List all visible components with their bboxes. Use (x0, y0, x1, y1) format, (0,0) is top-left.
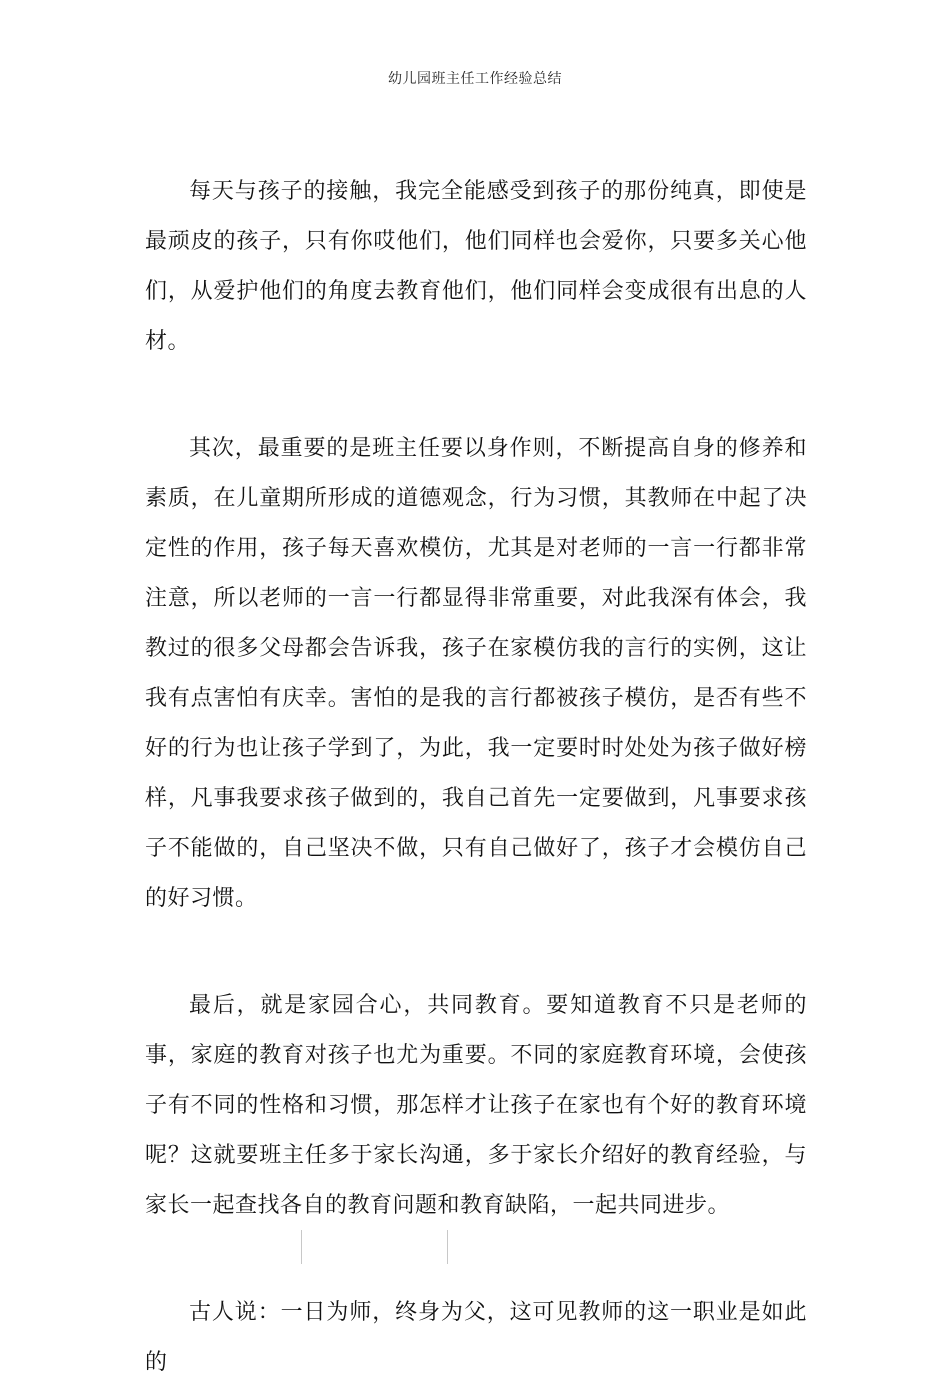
document-body (145, 167, 807, 1388)
paragraph-2: 其次，最重要的是班主任要以身作则，不断提高自身的修养和素质，在儿童期所形成的道德观念，行为习惯，其教师在中起了决定性的作用，孩子每天喜欢模仿，尤其是对老师的一言一行都非常注意，所以老师的一言一行都显得非常重要，对此我深有体会，我教过的很多父母都会告诉我，孩子在家模仿我的言行的实例，这让我有点害怕有庆幸。害怕的是我的言行都被孩子模仿，是否有些不好的行为也让孩子学到了，为此，我一定要时时处处为孩子做好榜样，凡事我要求孩子做到的，我自己首先一定要做到，凡事要求孩子不能做的，自己坚决不做，只有自己做好了，孩子才会模仿自己的好习惯。 (145, 436, 807, 911)
paragraph-1: 每天与孩子的接触，我完全能感受到孩子的那份纯真，即使是最顽皮的孩子，只有你哎他们，他们同样也会爱你，只要多关心他们，从爱护他们的角度去教育他们，他们同样会变成很有出息的人材。 (145, 179, 807, 354)
footer-divider-right (447, 1230, 448, 1264)
paragraph-3: 最后，就是家园合心，共同教育。要知道教育不只是老师的事，家庭的教育对孩子也尤为重要。不同的家庭教育环境，会使孩子有不同的性格和习惯，那怎样才让孩子在家也有个好的教育环境呢？这就要班主任多于家长沟通，多于家长介绍好的教育经验，与家长一起查找各自的教育问题和教育缺陷，一起共同进步。 (145, 993, 807, 1218)
footer-divider-marks (0, 1230, 950, 1264)
footer-divider-left (301, 1230, 302, 1264)
paragraph-4: 古人说：一日为师，终身为父，这可见教师的这一职业是如此的 (145, 1300, 807, 1375)
page-header-title: 幼儿园班主任工作经验总结 (388, 71, 562, 87)
